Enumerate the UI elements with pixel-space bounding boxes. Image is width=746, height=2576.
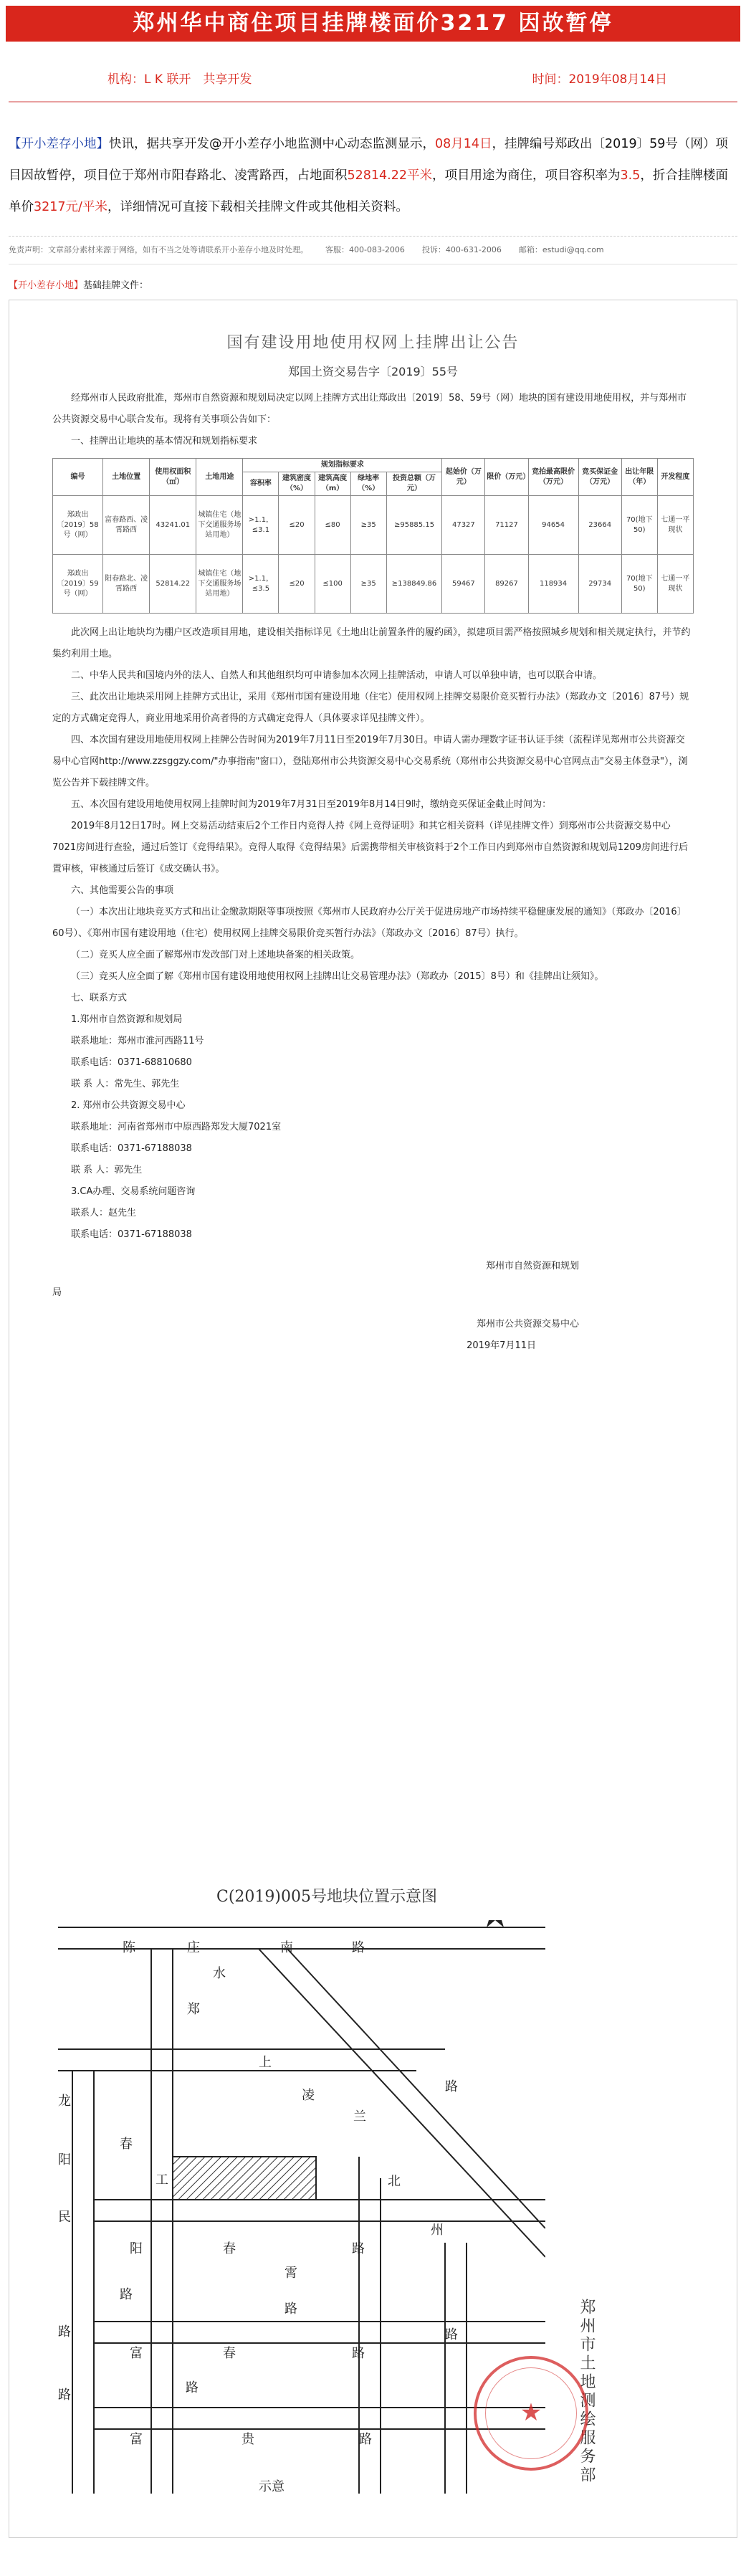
official-seal	[474, 2356, 588, 2471]
disclaimer	[9, 236, 737, 264]
location-map	[44, 1883, 610, 2499]
map-label: 路	[284, 2301, 297, 2317]
intro-paragraph	[9, 128, 737, 223]
cell-area: 52814.22	[150, 555, 196, 614]
table-row	[53, 555, 694, 614]
intro-area: 52814.22平米	[347, 168, 433, 183]
map-label: 兰	[353, 2109, 366, 2124]
contact-phone: 联系电话：0371-67188038	[71, 1143, 192, 1154]
th-density: 建筑密度（%）	[279, 472, 315, 496]
th-green: 绿地率（%）	[350, 472, 386, 496]
cell-height: ≤80	[315, 496, 350, 555]
contact-person: 联系人：赵先生	[71, 1208, 137, 1218]
contact-phone: 联系电话：0371-68810680	[71, 1057, 192, 1068]
cell-use: 城镇住宅（地下交通服务场站用地）	[196, 555, 243, 614]
cell-max: 89267	[485, 555, 528, 614]
th-group: 规划指标要求	[243, 459, 442, 472]
contact-address: 联系地址：河南省郑州市中原西路郑发大厦7021室	[71, 1122, 282, 1132]
disclaimer-text: 免责声明：文章部分素材来源于网络，如有不当之处等请联系开小差存小地及时处理。	[9, 245, 308, 254]
map-label: 郑	[187, 2002, 200, 2017]
contact-person: 联 系 人：常先生、郭先生	[71, 1079, 180, 1089]
map-label: 水	[213, 1966, 226, 1981]
contact-phone: 联系电话：0371-67188038	[71, 1229, 192, 1240]
cell-loc: 富春路西、凌霄路西	[103, 496, 150, 555]
signer-1: 郑州市自然资源和规划	[485, 1261, 579, 1272]
cell-invest: ≥138849.86	[386, 555, 442, 614]
th-max: 限价（万元）	[485, 459, 528, 496]
section-label	[9, 277, 737, 291]
doc-item-7: 七、联系方式	[71, 993, 128, 1003]
contact-org: 3.CA办理、交易系统问题咨询	[71, 1186, 196, 1197]
map-label: 陈	[123, 1940, 135, 1955]
land-table	[52, 458, 694, 614]
map-label: 路	[445, 2079, 458, 2094]
intro-ratio: 3.5	[620, 168, 641, 183]
signer-1-suffix: 局	[52, 1287, 62, 1298]
map-label: 民	[58, 2210, 71, 2225]
th-term: 出让年限（年）	[621, 459, 657, 496]
agency-label: 机构：L K 联开 共享开发	[107, 72, 252, 87]
cell-start: 47327	[442, 496, 485, 555]
th-ratio: 容积率	[243, 472, 279, 496]
cell-invest: ≥95885.15	[386, 496, 442, 555]
table-row	[53, 496, 694, 555]
doc-item-6: 六、其他需要公告的事项	[71, 885, 174, 896]
map-label: 富	[130, 2346, 143, 2361]
cell-density: ≤20	[279, 555, 315, 614]
map-label: 路	[445, 2327, 458, 2342]
map-label: 路	[186, 2380, 199, 2395]
cell-cap: 94654	[528, 496, 578, 555]
th-invest: 投资总额（万元）	[386, 472, 442, 496]
cell-dev: 七通一平现状	[657, 496, 693, 555]
page-title: 郑州华中商住项目挂牌楼面价3217 因故暂停	[6, 6, 740, 42]
doc-opening: 经郑州市人民政府批准，郑州市自然资源和规划局决定以网上挂牌方式出让郑政出〔2019〕58、59号（网）地块的国有建设用地使用权，并与郑州市公共资源交易中心联合发布。现将有关事项公告如下：	[52, 393, 687, 425]
intro-part3: ，折合挂牌楼面单价	[9, 168, 728, 214]
th-use: 土地用途	[196, 459, 243, 496]
map-label: 工	[156, 2172, 168, 2188]
cell-no: 郑政出〔2019〕59号（网）	[53, 555, 103, 614]
map-label: 路	[359, 2432, 372, 2447]
map-label: 阳	[58, 2152, 71, 2167]
map-label: 庄	[187, 1940, 200, 1955]
doc-paragraph: 此次网上出让地块均为棚户区改造项目用地，建设相关指标详见《土地出让前置条件的履约函》，拟建项目需严格按照城乡规划和相关规定执行，并节约集约利用土地。	[52, 627, 691, 659]
cell-height: ≤100	[315, 555, 350, 614]
doc-paragraph: 二、中华人民共和国境内外的法人、自然人和其他组织均可申请参加本次网上挂牌活动，申请人可以单独申请，也可以联合申请。	[71, 670, 603, 681]
north-arrow-icon	[487, 1920, 504, 1927]
doc-paragraph: （一）本次出让地块竞买方式和出让金缴款期限等事项按照《郑州市人民政府办公厅关于促进房地产市场持续平稳健康发展的通知》（郑政办〔2016〕60号）、《郑州市国有建设用地（住宅）使用权网上挂牌交易限价竞买暂行办法》（郑政办文〔2016〕87号）执行。	[52, 907, 687, 939]
contact-email: 邮箱：estudi@qq.com	[518, 245, 604, 254]
cell-ratio: >1.1，≤3.5	[243, 555, 279, 614]
cell-deposit: 29734	[578, 555, 621, 614]
doc-paragraph: （三）竞买人应全面了解《郑州市国有建设用地使用权网上挂牌出让交易管理办法》（郑政办〔2015〕8号）和《挂牌出让须知》。	[71, 971, 604, 982]
th-start: 起始价（万元）	[442, 459, 485, 496]
cell-use: 城镇住宅（地下交通服务场站用地）	[196, 496, 243, 555]
intro-date: 08月14日	[435, 137, 492, 151]
cell-loc: 阳春路北、凌霄路西	[103, 555, 150, 614]
doc-paragraph: 2019年8月12日17时。网上交易活动结束后2个工作日内竞得人持《网上竞得证明》和其它相关资料（详见挂牌文件）到郑州市公共资源交易中心7021房间进行查验，通过后签订《竞得结果》。竞得人取得《竞得结果》后需携带相关审核资料于2个工作日内到郑州市自然资源和规划局1209房间进行后置审核，审核通过后签订《成交确认书》。	[52, 821, 688, 874]
map-label: 龙	[58, 2094, 71, 2109]
sign-date: 2019年7月11日	[467, 1340, 536, 1351]
map-label: 春	[223, 2346, 236, 2361]
map-label: 春	[120, 2137, 133, 2152]
complaint-phone: 投诉：400-631-2006	[421, 245, 502, 254]
cell-term: 70(地下50)	[621, 496, 657, 555]
intro-price: 3217元/平米	[34, 200, 107, 214]
highlighted-parcel	[173, 2157, 316, 2200]
cell-green: ≥35	[350, 496, 386, 555]
map-label: 阳	[130, 2241, 143, 2256]
map-label: 上	[259, 2055, 272, 2070]
section-tag: 【开小差存小地】	[9, 280, 84, 291]
map-label: 贵	[242, 2432, 254, 2447]
doc-paragraph: 四、本次国有建设用地使用权网上挂牌公告时间为2019年7月11日至2019年7月30日。申请人需办理数字证书认证手续（流程详见郑州市公共资源交易中心官网http://www.zzsggzy.com/"办事指南"窗口），登陆郑州市公共资源交易中心交易系统（郑州市公共资源交易中心官网点击"交易主体登录"），浏览公告并下载挂牌文件。	[52, 735, 688, 788]
th-no: 编号	[53, 459, 103, 496]
map-label: 凌	[302, 2088, 315, 2103]
contact-person: 联 系 人：郭先生	[71, 1165, 143, 1175]
map-label: 霄	[284, 2266, 297, 2281]
th-dev: 开发程度	[657, 459, 693, 496]
map-label: 路	[58, 2324, 71, 2339]
map-label: 路	[58, 2387, 71, 2403]
seal-star-icon: ★	[520, 2398, 542, 2427]
map-label: 南	[280, 1940, 293, 1955]
signer-2: 郑州市公共资源交易中心	[476, 1319, 579, 1330]
cell-dev: 七通一平现状	[657, 555, 693, 614]
map-title: C(2019)005号地块位置示意图	[216, 1888, 437, 1906]
doc-title: 国有建设用地使用权网上挂牌出让公告	[226, 334, 520, 352]
cell-no: 郑政出〔2019〕58号（网）	[53, 496, 103, 555]
map-label: 州	[431, 2223, 444, 2238]
map-label: 北	[388, 2174, 401, 2189]
contact-org: 1.郑州市自然资源和规划局	[71, 1014, 183, 1025]
meta-row	[0, 69, 746, 87]
doc-paragraph: 五、本次国有建设用地使用权网上挂牌时间为2019年7月31日至2019年8月14日9时，缴纳竞买保证金截止时间为：	[71, 799, 552, 810]
divider	[9, 101, 737, 102]
doc-subtitle: 郑国土资交易告字〔2019〕55号	[287, 365, 459, 378]
map-legend: 示意	[259, 2479, 284, 2494]
cell-start: 59467	[442, 555, 485, 614]
doc-paragraph: （二）竞买人应全面了解郑州市发改部门对上述地块备案的相关政策。	[71, 950, 360, 960]
cell-ratio: >1.1，≤3.1	[243, 496, 279, 555]
cell-green: ≥35	[350, 555, 386, 614]
th-height: 建筑高度（m）	[315, 472, 350, 496]
announcement-document	[9, 300, 737, 2538]
doc-paragraph: 三、此次出让地块采用网上挂牌方式出让，采用《郑州市国有建设用地（住宅）使用权网上挂牌交易限价竞买暂行办法》（郑政办文〔2016〕87号）规定的方式确定竞得人，商业用地采用价高者得的方式确定竞得人（具体要求详见挂牌文件）。	[52, 692, 689, 724]
cell-cap: 118934	[528, 555, 578, 614]
th-area: 使用权面积（㎡）	[150, 459, 196, 496]
map-label: 路	[352, 2346, 365, 2361]
contact-org: 2. 郑州市公共资源交易中心	[71, 1100, 186, 1111]
contact-address: 联系地址：郑州市淮河西路11号	[71, 1036, 204, 1046]
intro-part4: ，详细情况可直接下载相关挂牌文件或其他相关资料。	[107, 200, 408, 214]
map-label: 路	[120, 2287, 133, 2302]
th-deposit: 竞买保证金（万元）	[578, 459, 621, 496]
source-tag: 【开小差存小地】	[9, 137, 109, 151]
intro-part2: ，项目用途为商住，项目容积率为	[432, 168, 621, 183]
map-signature: 郑州市土地测绘服务部	[578, 2299, 596, 2485]
intro-lead: 快讯，据共享开发@开小差存小地监测中心动态监测显示，	[109, 137, 435, 151]
service-phone: 客服：400-083-2006	[325, 245, 405, 254]
th-loc: 土地位置	[103, 459, 150, 496]
cell-term: 70(地下50)	[621, 555, 657, 614]
publish-time: 时间：2019年08月14日	[532, 72, 667, 87]
doc-item-1: 一、挂牌出让地块的基本情况和规划指标要求	[71, 436, 258, 447]
th-cap: 竞拍最高限价（万元）	[528, 459, 578, 496]
map-roads	[44, 1920, 545, 2494]
cell-area: 43241.01	[150, 496, 196, 555]
cell-deposit: 23664	[578, 496, 621, 555]
map-label: 富	[130, 2432, 143, 2447]
section-text: 基础挂牌文件：	[83, 280, 149, 291]
cell-max: 71127	[485, 496, 528, 555]
map-label: 路	[352, 1940, 365, 1955]
map-label: 春	[223, 2241, 236, 2256]
cell-density: ≤20	[279, 496, 315, 555]
intro-part1: ，挂牌编号郑政出〔2019〕59号（网）项目因故暂停，项目位于郑州市阳春路北、凌霄路西，占地面积	[9, 137, 728, 183]
map-label: 路	[352, 2241, 365, 2256]
